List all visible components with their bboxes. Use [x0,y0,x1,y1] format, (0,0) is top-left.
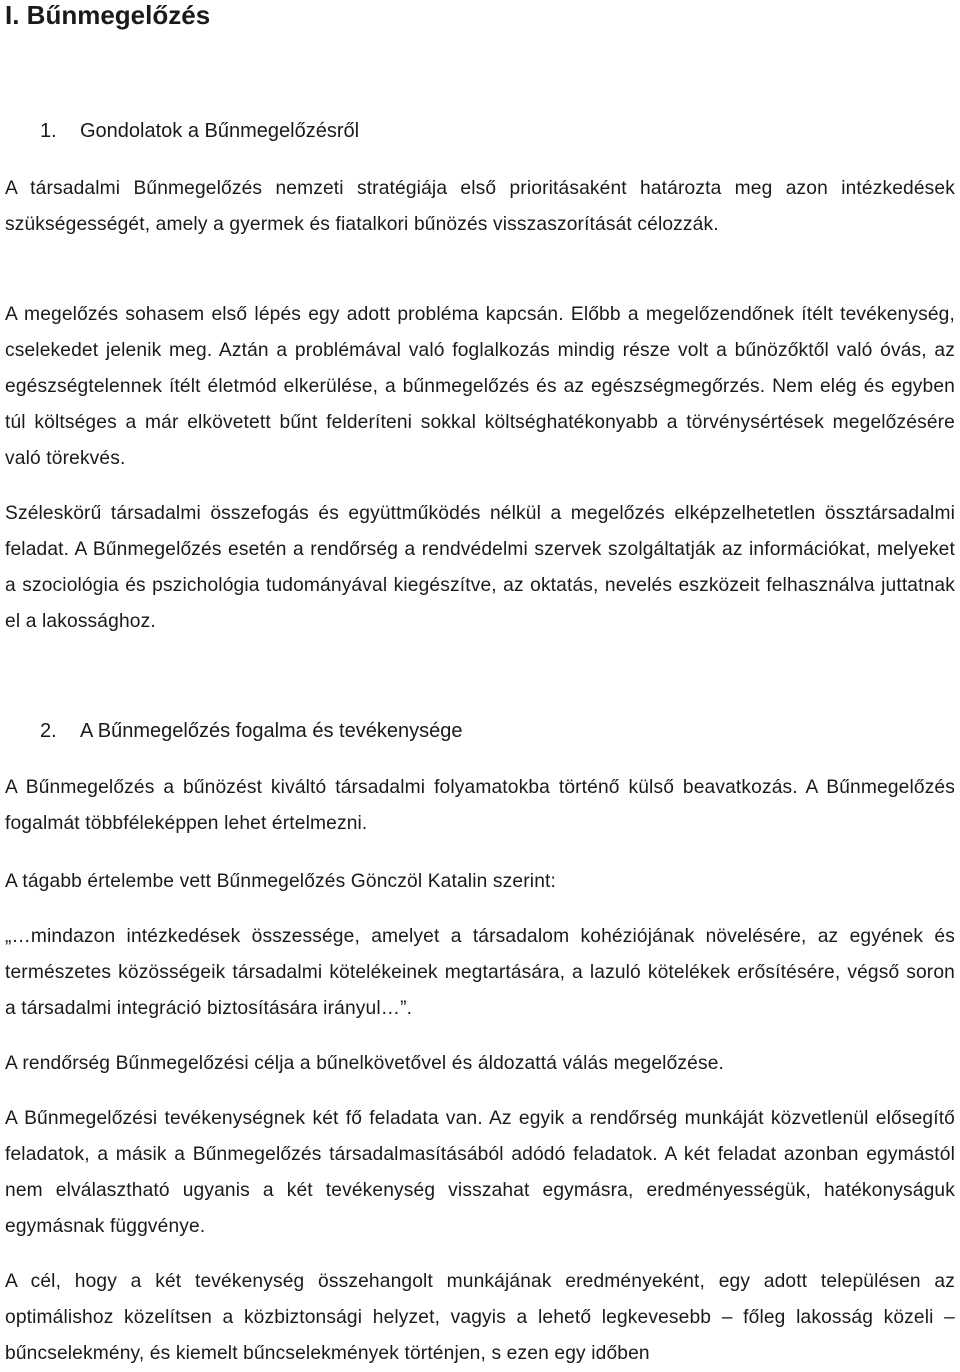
section-2-paragraph-5: A cél, hogy a két tevékenység összehangolt munkájának eredményeként, egy adott településen az optimálishoz közelítsen a közbiztonsági helyzet, vagyis a lehető legkevesebb – főleg lakosság közeli – bűncselekmény, és kiemelt bűncselekmények történjen, s ezen egy időben [5,1271,955,1364]
section-2-paragraph-3: A rendőrség Bűnmegelőzési célja a bűnelkövetővel és áldozattá válás megelőzése. [5,1053,725,1074]
main-heading: I. Bűnmegelőzés [5,0,211,30]
section-1-heading [5,119,359,143]
section-1-paragraph-2: A megelőzés sohasem első lépés egy adott probléma kapcsán. Előbb a megelőzendőnek ítélt tevékenység, cselekedet jelenik meg. Aztán a problémával való foglalkozás mindig része volt a bűnözőktől való óvás, az egészségtelennek ítélt életmód elkerülése, a bűnmegelőzés és az egészségmegőrzés. Nem elég és egyben túl költséges a már elkövetett bűnt felderíteni sokkal költséghatékonyabb a törvénysértések megelőzésére való törekvés. [5,304,955,469]
section-2-paragraph-1: A Bűnmegelőzés a bűnözést kiváltó társadalmi folyamatokba történő külső beavatkozás. A Bűnmegelőzés fogalmát többféleképpen lehet értelmezni. [5,777,955,834]
section-2-heading [5,719,462,743]
section-2-paragraph-2: A tágabb értelembe vett Bűnmegelőzés Gönczöl Katalin szerint: [5,871,556,892]
section-1-number: 1. [40,120,57,142]
section-1-paragraph-3: Széleskörű társadalmi összefogás és együttműködés nélkül a megelőzés elképzelhetetlen össztársadalmi feladat. A Bűnmegelőzés esetén a rendőrség a rendvédelmi szervek szolgáltatják az információkat, melyeket a szociológia és pszichológia tudományával kiegészítve, az oktatás, nevelés eszközeit felhasználva juttatnak el a lakossághoz. [5,503,955,632]
section-2-title: A Bűnmegelőzés fogalma és tevékenysége [80,720,463,742]
section-2-quote: „…mindazon intézkedések összessége, amelyet a társadalom kohéziójának növelésére, az egyének és természetes közösségeik társadalmi kötelékeinek megtartására, a lazuló kötelékek erősítésére, végső soron a társadalmi integráció biztosítására irányul…”. [5,926,955,1019]
section-1-paragraph-1: A társadalmi Bűnmegelőzés nemzeti stratégiája első prioritásaként határozta meg azon intézkedések szükségességét, amely a gyermek és fiatalkori bűnözés visszaszorítását célozzák. [5,178,955,235]
section-2-number: 2. [40,720,57,742]
section-1-title: Gondolatok a Bűnmegelőzésről [80,120,360,142]
section-2-paragraph-4: A Bűnmegelőzési tevékenységnek két fő feladata van. Az egyik a rendőrség munkáját közvetlenül elősegítő feladatok, a másik a Bűnmegelőzés társadalmasításából adódó feladatok. A két feladat azonban egymástól nem elválasztható ugyanis a két tevékenység visszahat egymásra, eredményességük, hatékonyságuk egymásnak függvénye. [5,1108,955,1237]
